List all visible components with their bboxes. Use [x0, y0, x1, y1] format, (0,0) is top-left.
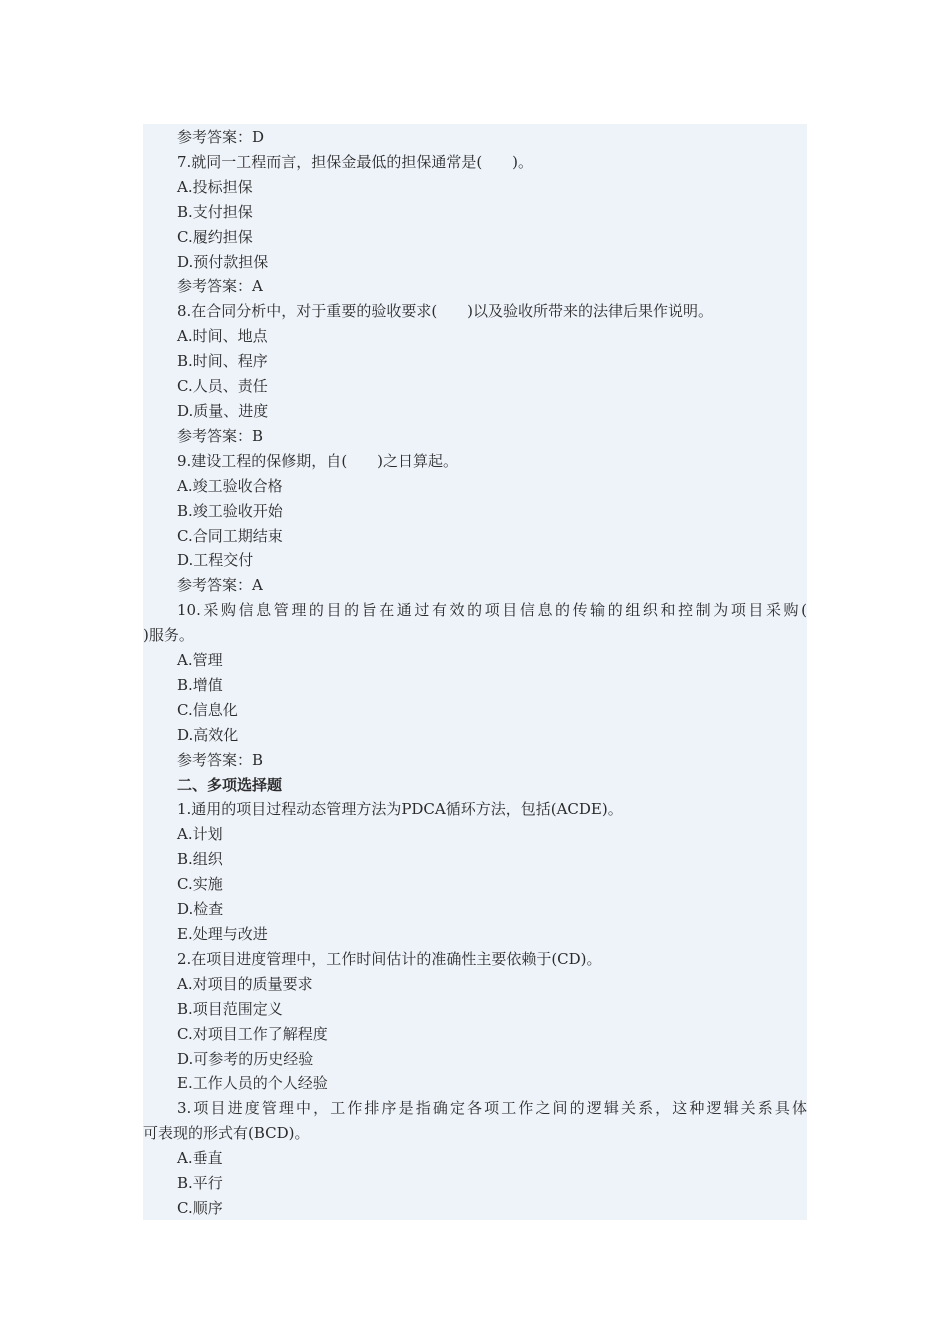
- question-continuation-line: 可表现的形式有(BCD)。: [143, 1124, 310, 1143]
- option-line: E.工作人员的个人经验: [177, 1074, 328, 1093]
- option-line: B.平行: [177, 1174, 223, 1193]
- question-line: 1.通用的项目过程动态管理方法为PDCA循环方法，包括(ACDE)。: [177, 800, 623, 819]
- question-line: 7.就同一工程而言，担保金最低的担保通常是( )。: [177, 152, 534, 171]
- section-heading: 二、多项选择题: [177, 775, 283, 794]
- option-line: A.竣工验收合格: [177, 476, 283, 495]
- answer-line: 参考答案：D: [177, 128, 265, 146]
- document-body: [143, 125, 807, 1221]
- answer-line: 参考答案：B: [177, 750, 264, 769]
- option-line: E.处理与改进: [177, 925, 268, 943]
- option-line: C.对项目工作了解程度: [177, 1024, 328, 1043]
- question-line: 3.项目进度管理中，工作排序是指确定各项工作之间的逻辑关系，这种逻辑关系具体: [177, 1099, 807, 1118]
- option-line: B.支付担保: [177, 202, 253, 221]
- option-line: B.项目范围定义: [177, 999, 283, 1018]
- option-line: D.预付款担保: [177, 252, 269, 271]
- option-line: A.垂直: [177, 1149, 223, 1168]
- option-line: A.时间、地点: [177, 327, 268, 346]
- option-line: D.工程交付: [177, 551, 254, 570]
- option-line: C.信息化: [177, 700, 238, 719]
- option-line: A.计划: [177, 825, 223, 844]
- question-continuation-line: )服务。: [143, 626, 194, 645]
- option-line: A.投标担保: [177, 177, 253, 196]
- option-line: D.质量、进度: [177, 401, 269, 420]
- option-line: B.增值: [177, 675, 223, 694]
- question-line: 8.在合同分析中，对于重要的验收要求( )以及验收所带来的法律后果作说明。: [177, 302, 714, 321]
- answer-line: 参考答案：A: [177, 277, 263, 296]
- option-line: C.实施: [177, 875, 223, 894]
- answer-line: 参考答案：A: [177, 576, 263, 595]
- option-line: B.竣工验收开始: [177, 501, 283, 520]
- option-line: B.时间、程序: [177, 352, 268, 371]
- option-line: C.顺序: [177, 1198, 223, 1217]
- option-line: C.人员、责任: [177, 377, 268, 396]
- option-line: A.对项目的质量要求: [177, 974, 313, 993]
- option-line: D.高效化: [177, 725, 239, 744]
- question-line: 9.建设工程的保修期，自( )之日算起。: [177, 451, 459, 470]
- option-line: C.履约担保: [177, 227, 253, 246]
- question-line: 10.采购信息管理的目的旨在通过有效的项目信息的传输的组织和控制为项目采购(: [177, 601, 807, 620]
- answer-line: 参考答案：B: [177, 426, 264, 445]
- question-line: 2.在项目进度管理中，工作时间估计的准确性主要依赖于(CD)。: [177, 949, 602, 968]
- option-line: A.管理: [177, 651, 223, 670]
- option-line: D.可参考的历史经验: [177, 1049, 314, 1068]
- option-line: D.检查: [177, 900, 224, 919]
- option-line: C.合同工期结束: [177, 526, 283, 545]
- option-line: B.组织: [177, 850, 223, 869]
